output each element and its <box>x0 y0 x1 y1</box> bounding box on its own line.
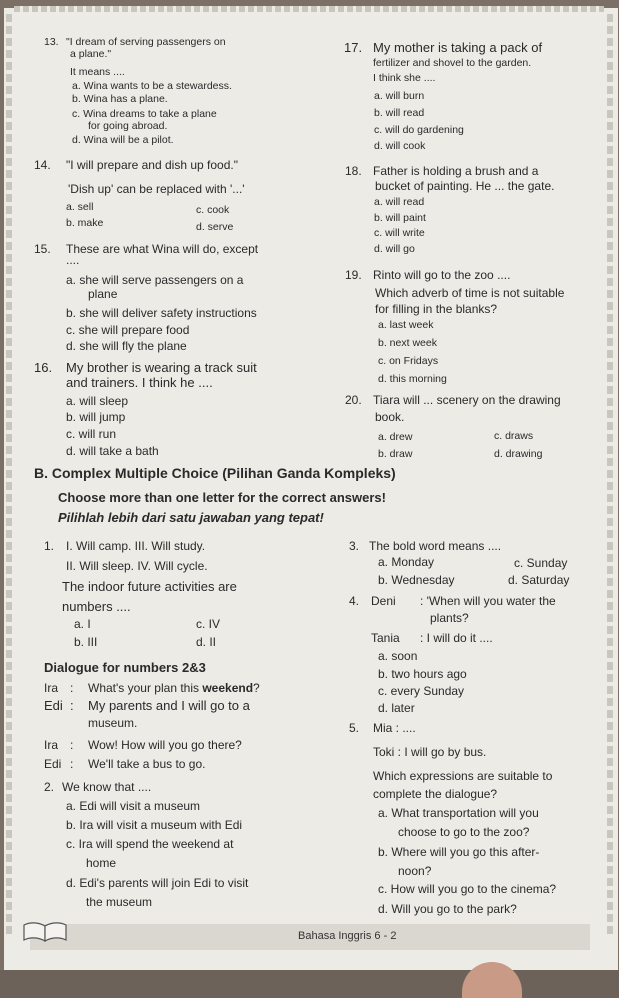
q14-number: 14. <box>34 158 51 172</box>
b1-option-b: b. III <box>74 635 98 649</box>
q17-stem: fertilizer and shovel to the garden. <box>373 57 532 69</box>
q16-option-d: d. will take a bath <box>66 444 159 458</box>
b2-option-b: b. Ira will visit a museum with Edi <box>66 818 243 832</box>
q19-option-c: c. on Fridays <box>378 355 439 367</box>
b4-option-a: a. soon <box>378 649 418 663</box>
q16-stem: and trainers. I think he .... <box>66 375 213 390</box>
q20-option-c: c. draws <box>494 430 534 442</box>
decorative-border-left <box>6 14 12 934</box>
b5-option-c: c. How will you go to the cinema? <box>378 882 557 896</box>
q14-option-b: b. make <box>66 217 104 229</box>
dialogue-line: We'll take a bus to go. <box>88 757 206 771</box>
dialogue-line: museum. <box>88 716 138 730</box>
dialogue-line <box>88 682 260 695</box>
dialogue-title: Dialogue for numbers 2&3 <box>44 660 206 675</box>
b4-option-b: b. two hours ago <box>378 667 467 681</box>
dialogue-colon: : <box>70 698 74 713</box>
q13-option-a: a. Wina wants to be a stewardess. <box>72 80 232 92</box>
q17-option-a: a. will burn <box>374 90 425 102</box>
b5-stem: Which expressions are suitable to <box>373 769 553 783</box>
q13-number: 13. <box>44 36 59 48</box>
b5-option-b: noon? <box>398 864 432 878</box>
q19-option-b: b. next week <box>378 337 437 349</box>
b2-option-a: a. Edi will visit a museum <box>66 799 201 813</box>
b3-number: 3. <box>349 539 360 553</box>
b5-option-b: b. Where will you go this after- <box>378 845 540 859</box>
dialogue-speaker: Edi <box>44 698 63 713</box>
b1-option-c: c. IV <box>196 617 221 631</box>
b1-option-a: a. I <box>74 617 91 631</box>
q13-option-c: c. Wina dreams to take a plane <box>72 108 217 120</box>
q19-stem: Which adverb of time is not suitable <box>375 286 565 300</box>
q18-stem: bucket of painting. He ... the gate. <box>375 179 555 193</box>
b2-stem: We know that .... <box>62 780 152 794</box>
q16-option-a: a. will sleep <box>66 394 129 408</box>
q17-number: 17. <box>344 40 363 55</box>
q13-option-d: d. Wina will be a pilot. <box>72 134 174 146</box>
q13-option-c: for going abroad. <box>88 120 168 132</box>
q15-option-d: d. she will fly the plane <box>66 339 187 353</box>
dialogue-speaker: Ira <box>44 681 59 695</box>
q16-option-b: b. will jump <box>66 410 126 424</box>
q13-stem: a plane." <box>70 48 112 60</box>
dialogue-colon: : <box>70 757 74 771</box>
q20-number: 20. <box>345 393 362 407</box>
q20-option-b: b. draw <box>378 448 413 460</box>
dialogue-colon: : <box>70 681 74 695</box>
q14-option-d: d. serve <box>196 221 234 233</box>
q14-stem: 'Dish up' can be replaced with '...' <box>68 182 245 196</box>
dialogue-line: Wow! How will you go there? <box>88 738 242 752</box>
q20-stem: book. <box>375 410 405 424</box>
b3-option-a: a. Monday <box>378 555 435 569</box>
dialogue-line: My parents and I will go to a <box>88 698 250 713</box>
q14-option-a: a. sell <box>66 201 94 213</box>
b4-number: 4. <box>349 594 360 608</box>
dialogue-text: What's your plan this <box>88 681 203 695</box>
b4-speaker: Deni <box>371 594 396 608</box>
b4-line: plants? <box>430 611 469 625</box>
q15-option-a: plane <box>88 287 118 301</box>
section-b-instruction-id: Pilihlah lebih dari satu jawaban yang tepat! <box>58 510 324 525</box>
b5-option-a: choose to go to the zoo? <box>398 825 530 839</box>
q15-number: 15. <box>34 242 51 256</box>
q13-stem: "I dream of serving passengers on <box>66 36 226 48</box>
bold-word: weekend <box>202 681 254 695</box>
b3-option-d: d. Saturday <box>508 573 570 587</box>
q19-option-d: d. this morning <box>378 373 447 385</box>
b4-line: : I will do it .... <box>420 631 493 645</box>
q20-option-d: d. drawing <box>494 448 543 460</box>
q19-number: 19. <box>345 268 362 282</box>
q16-number: 16. <box>34 360 53 375</box>
b2-option-d: the museum <box>86 895 153 909</box>
open-book-icon <box>22 920 68 942</box>
dialogue-speaker: Ira <box>44 738 59 752</box>
section-b-instruction-en: Choose more than one letter for the correct answers! <box>58 490 386 505</box>
b3-option-c: c. Sunday <box>514 556 568 570</box>
b5-option-d: d. Will you go to the park? <box>378 902 517 916</box>
q15-option-a: a. she will serve passengers on a <box>66 273 244 287</box>
b1-number: 1. <box>44 539 55 553</box>
b2-option-c: c. Ira will spend the weekend at <box>66 837 234 851</box>
dialogue-text: ? <box>253 681 260 695</box>
b1-option-d: d. II <box>196 635 217 649</box>
q15-stem: These are what Wina will do, except <box>66 242 259 256</box>
b4-option-c: c. every Sunday <box>378 684 465 698</box>
q16-option-c: c. will run <box>66 427 117 441</box>
q13-option-b: b. Wina has a plane. <box>72 93 168 105</box>
b4-line: : 'When will you water the <box>420 594 556 608</box>
q18-stem: Father is holding a brush and a <box>373 164 539 178</box>
q19-option-a: a. last week <box>378 319 434 331</box>
q19-stem: Rinto will go to the zoo .... <box>373 268 511 282</box>
b2-option-d: d. Edi's parents will join Edi to visit <box>66 876 249 890</box>
q17-option-c: c. will do gardening <box>374 124 464 136</box>
b1-item: I. Will camp. III. Will study. <box>66 539 206 553</box>
q15-option-c: c. she will prepare food <box>66 323 190 337</box>
q15-option-b: b. she will deliver safety instructions <box>66 306 257 320</box>
dialogue-colon: : <box>70 738 74 752</box>
q15-stem: .... <box>66 253 80 267</box>
b5-dialogue: Toki : I will go by bus. <box>373 745 487 759</box>
b5-stem: complete the dialogue? <box>373 787 498 801</box>
b3-option-b: b. Wednesday <box>378 573 455 587</box>
b1-item: II. Will sleep. IV. Will cycle. <box>66 559 208 573</box>
q18-option-c: c. will write <box>374 227 425 239</box>
q19-stem: for filling in the blanks? <box>375 302 498 316</box>
b1-stem: numbers .... <box>62 599 131 614</box>
q17-stem: I think she .... <box>373 72 436 84</box>
dialogue-speaker: Edi <box>44 757 62 771</box>
b5-dialogue: Mia : .... <box>373 721 416 735</box>
q16-stem: My brother is wearing a track suit <box>66 360 257 375</box>
b2-number: 2. <box>44 780 55 794</box>
b5-option-a: a. What transportation will you <box>378 806 539 820</box>
q18-option-b: b. will paint <box>374 212 426 224</box>
decorative-border-right <box>607 14 613 934</box>
b5-number: 5. <box>349 721 360 735</box>
q13-stem: It means .... <box>70 66 125 78</box>
b2-option-c: home <box>86 856 117 870</box>
b4-option-d: d. later <box>378 701 415 715</box>
b1-stem: The indoor future activities are <box>62 579 237 594</box>
q20-option-a: a. drew <box>378 431 413 443</box>
q17-stem: My mother is taking a pack of <box>373 40 543 55</box>
q14-stem: "I will prepare and dish up food." <box>66 158 238 172</box>
footer-page-label: Bahasa Inggris 6 - 2 <box>298 930 397 942</box>
q20-stem: Tiara will ... scenery on the drawing <box>373 393 561 407</box>
q18-option-d: d. will go <box>374 243 415 255</box>
q18-option-a: a. will read <box>374 196 425 208</box>
q17-option-d: d. will cook <box>374 140 426 152</box>
decorative-border-top <box>14 6 604 12</box>
q14-option-c: c. cook <box>196 204 230 216</box>
q18-number: 18. <box>345 164 362 178</box>
background-surface <box>0 970 619 998</box>
section-b-title: B. Complex Multiple Choice (Pilihan Ganda Kompleks) <box>34 465 396 481</box>
q17-option-b: b. will read <box>374 107 425 119</box>
b3-stem: The bold word means .... <box>369 539 502 553</box>
b4-speaker: Tania <box>371 631 400 645</box>
